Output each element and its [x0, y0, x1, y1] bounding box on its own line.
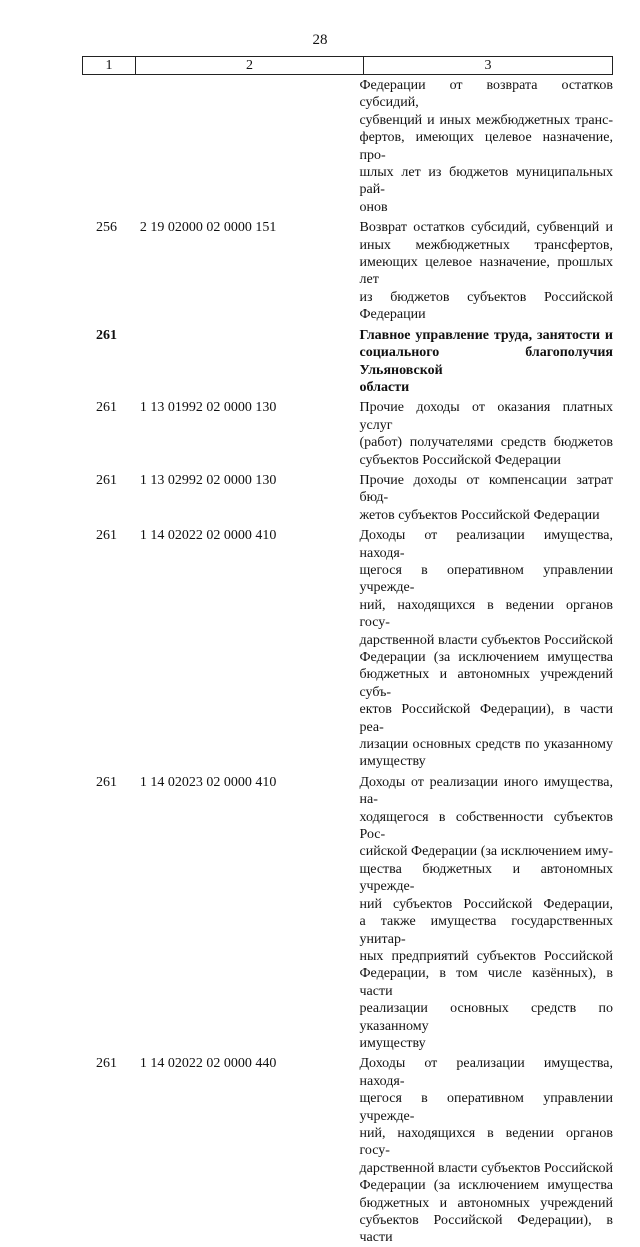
table-body — [82, 77, 613, 1247]
description-line: щегося в оперативном управлении учрежде- — [359, 562, 613, 596]
table-row — [82, 472, 613, 524]
table-row — [82, 327, 613, 397]
budget-code — [134, 327, 358, 397]
description-line: Федерации (за исключением имущества — [359, 1178, 613, 1194]
description-line: имуществу — [359, 754, 426, 770]
description-line: ний, находящихся в ведении органов госу- — [359, 597, 613, 631]
budget-code: 1 13 01992 02 0000 130 — [139, 400, 277, 416]
header-col-1: 1 — [83, 57, 136, 74]
description-line: ний, находящихся в ведении органов госу- — [359, 1125, 613, 1159]
description-line: Федерации — [359, 307, 426, 323]
description-line: Федерации (за исключением имущества — [359, 650, 613, 665]
table-row — [82, 527, 613, 771]
table-header — [82, 56, 613, 75]
table-row — [82, 399, 613, 469]
row-number: 261 — [96, 1056, 117, 1072]
income-description — [360, 219, 614, 323]
row-number: 261 — [96, 327, 117, 343]
budget-code: 1 13 02992 02 0000 130 — [139, 472, 277, 488]
description-line: из бюджетов субъектов Российской — [359, 289, 613, 305]
income-description — [360, 327, 614, 397]
description-line: Доходы от реализации имущества, находя- — [359, 1056, 613, 1089]
description-line: социального благополучия Ульяновской — [359, 345, 613, 378]
description-line: имуществу — [359, 1035, 426, 1051]
table-row — [82, 774, 613, 1053]
description-line: Прочие доходы от компенсации затрат бюд- — [359, 472, 613, 506]
description-line: дарственной власти субъектов Российской — [359, 1160, 613, 1176]
description-line: Прочие доходы от оказания платных услуг — [359, 400, 613, 433]
description-line: дарственной власти субъектов Российской — [359, 632, 613, 648]
table-row — [82, 1055, 613, 1246]
description-line: щегося в оперативном управлении учрежде- — [359, 1091, 613, 1124]
description-line: субъектов Российской Федерации), в части — [359, 1213, 613, 1246]
income-description — [360, 527, 614, 771]
description-line: имеющих целевое назначение, прошлых лет — [359, 255, 613, 288]
description-line: жетов субъектов Российской Федерации — [359, 507, 600, 523]
description-line: фертов, имеющих целевое назначение, про- — [359, 130, 613, 163]
row-number: 261 — [96, 774, 117, 790]
budget-code: 2 19 02000 02 0000 151 — [139, 220, 277, 236]
description-line: иных межбюджетных трансфертов, — [359, 237, 613, 253]
description-line: бюджетных и автономных учреждений субъ- — [359, 667, 613, 700]
description-line: (работ) получателями средств бюджетов — [359, 435, 613, 451]
description-line: Доходы от реализации иного имущества, на- — [359, 774, 613, 808]
page-number: 28 — [312, 32, 328, 48]
description-line: щества бюджетных и автономных учрежде- — [359, 861, 613, 895]
description-line: области — [359, 379, 410, 395]
description-line: Федерации, в том числе казённых), в части — [359, 966, 613, 999]
row-number: 261 — [96, 472, 117, 488]
description-line: Федерации от возврата остатков субсидий, — [359, 78, 613, 111]
description-line: ходящегося в собственности субъектов Рос- — [359, 809, 613, 843]
description-line: лизации основных средств по указанному — [359, 737, 613, 753]
income-description — [360, 774, 614, 1053]
header-col-2: 2 — [136, 57, 364, 74]
income-description — [360, 1055, 614, 1246]
budget-code: 1 14 02023 02 0000 410 — [139, 774, 277, 790]
description-line: Доходы от реализации имущества, находя- — [359, 528, 613, 561]
header-col-3: 3 — [484, 57, 492, 73]
description-line: реализации основных средств по указанному — [359, 1001, 613, 1034]
description-line: ектов Российской Федерации), в части реа- — [359, 702, 613, 735]
row-number: 261 — [96, 528, 117, 544]
budget-code — [134, 77, 358, 216]
table-row — [82, 77, 613, 216]
description-line: ных предприятий субъектов Российской — [359, 948, 613, 964]
row-number: 256 — [96, 220, 117, 236]
income-description — [360, 472, 614, 524]
budget-code: 1 14 02022 02 0000 440 — [139, 1056, 277, 1072]
description-line: ний субъектов Российской Федерации, — [359, 896, 613, 912]
description-line: бюджетных и автономных учреждений — [359, 1195, 613, 1211]
description-line: субвенций и иных межбюджетных транс- — [359, 112, 613, 128]
income-description — [360, 77, 614, 216]
description-line: шлых лет из бюджетов муниципальных рай- — [359, 165, 613, 198]
description-line: субъектов Российской Федерации — [359, 452, 561, 468]
description-line: а также имущества государственных унитар- — [359, 914, 613, 947]
row-number — [82, 77, 134, 216]
description-line: онов — [359, 199, 388, 215]
description-line: Возврат остатков субсидий, субвенций и — [359, 220, 613, 236]
description-line: Главное управление труда, занятости и — [359, 327, 613, 343]
row-number: 261 — [96, 400, 117, 416]
table-row — [82, 219, 613, 323]
description-line: сийской Федерации (за исключением иму- — [359, 844, 613, 860]
budget-code: 1 14 02022 02 0000 410 — [139, 528, 277, 544]
income-description — [360, 399, 614, 469]
